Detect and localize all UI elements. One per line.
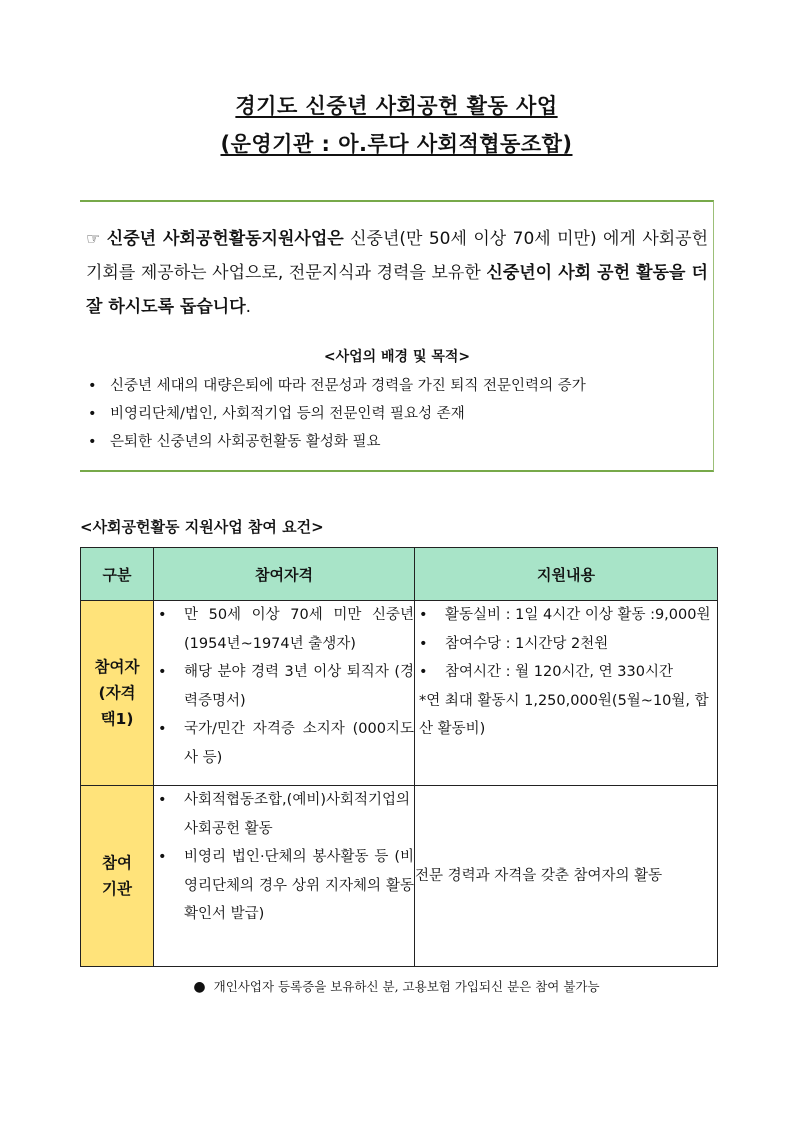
intro-paragraph bbox=[86, 222, 708, 324]
support-cell bbox=[415, 601, 718, 786]
intro-period: . bbox=[245, 297, 252, 317]
table-row bbox=[81, 601, 718, 786]
table-header-row bbox=[81, 548, 718, 601]
category-label: 참여자 bbox=[94, 658, 140, 676]
column-header-category: 구분 bbox=[81, 548, 154, 601]
list-item: • 국가/민간 자격증 소지자 (000지도사 등) bbox=[154, 715, 414, 772]
intro-bold-lead: 신중년 사회공헌활동지원사업은 bbox=[106, 229, 344, 249]
category-cell-participant bbox=[81, 601, 154, 786]
list-item: • 사회적협동조합,(예비)사회적기업의 사회공헌 활동 bbox=[154, 786, 414, 843]
list-item: • 활동실비 : 1일 4시간 이상 활동 :9,000원 bbox=[415, 601, 717, 630]
intro-box bbox=[80, 200, 714, 472]
table-row bbox=[81, 786, 718, 967]
intro-bold-closing: 신중년이 사회 공헌 활동을 더 잘 하시도록 돕습니다 bbox=[86, 263, 708, 317]
category-label: 기관 bbox=[102, 880, 132, 898]
pointing-hand-icon: ☞ bbox=[86, 229, 101, 248]
category-label: 참여 bbox=[102, 854, 132, 872]
page-subtitle: (운영기관 : 아.루다 사회적협동조합) bbox=[220, 132, 573, 156]
category-label: 택1) bbox=[100, 710, 134, 728]
support-note: *연 최대 활동시 1,250,000원(5월~10월, 합산 활동비) bbox=[419, 692, 709, 737]
category-cell-organization bbox=[81, 786, 154, 967]
list-item: • 만 50세 이상 70세 미만 신중년 (1954년~1974년 출생자) bbox=[154, 601, 414, 658]
background-list bbox=[88, 372, 586, 456]
qualification-cell bbox=[154, 786, 415, 967]
list-item: • 해당 분야 경력 3년 이상 퇴직자 (경력증명서) bbox=[154, 658, 414, 715]
column-header-qualification: 참여자격 bbox=[154, 548, 415, 601]
qualification-cell bbox=[154, 601, 415, 786]
list-item: • 비영리 법인·단체의 봉사활동 등 (비영리단체의 경우 상위 지자체의 활동 확인서 발급) bbox=[154, 843, 414, 929]
list-item: • 은퇴한 신중년의 사회공헌활동 활성화 필요 bbox=[88, 428, 586, 456]
background-heading: <사업의 배경 및 목적> bbox=[323, 349, 471, 365]
page-title: 경기도 신중년 사회공헌 활동 사업 bbox=[235, 94, 558, 118]
column-header-support: 지원내용 bbox=[415, 548, 718, 601]
category-label: (자격 bbox=[98, 684, 136, 702]
list-item: • 참여시간 : 월 120시간, 연 330시간 bbox=[415, 658, 717, 687]
black-circle-icon: ● bbox=[193, 979, 206, 995]
intro-text: 신중년(만 50세 이상 70세 미만) 에게 사회공헌 기회를 제공하는 사업으로, 전문지식과 경력을 보유한 bbox=[86, 229, 709, 283]
requirements-table bbox=[80, 547, 718, 967]
footnote bbox=[0, 977, 793, 995]
requirements-heading: <사회공헌활동 지원사업 참여 요건> bbox=[80, 518, 324, 536]
list-item: • 비영리단체/법인, 사회적기업 등의 전문인력 필요성 존재 bbox=[88, 400, 586, 428]
support-cell: 전문 경력과 자격을 갖춘 참여자의 활동 bbox=[415, 786, 718, 967]
list-item: • 신중년 세대의 대량은퇴에 따라 전문성과 경력을 가진 퇴직 전문인력의 증가 bbox=[88, 372, 586, 400]
list-item: • 참여수당 : 1시간당 2천원 bbox=[415, 630, 717, 659]
footnote-text: 개인사업자 등록증을 보유하신 분, 고용보험 가입되신 분은 참여 불가능 bbox=[213, 979, 600, 994]
